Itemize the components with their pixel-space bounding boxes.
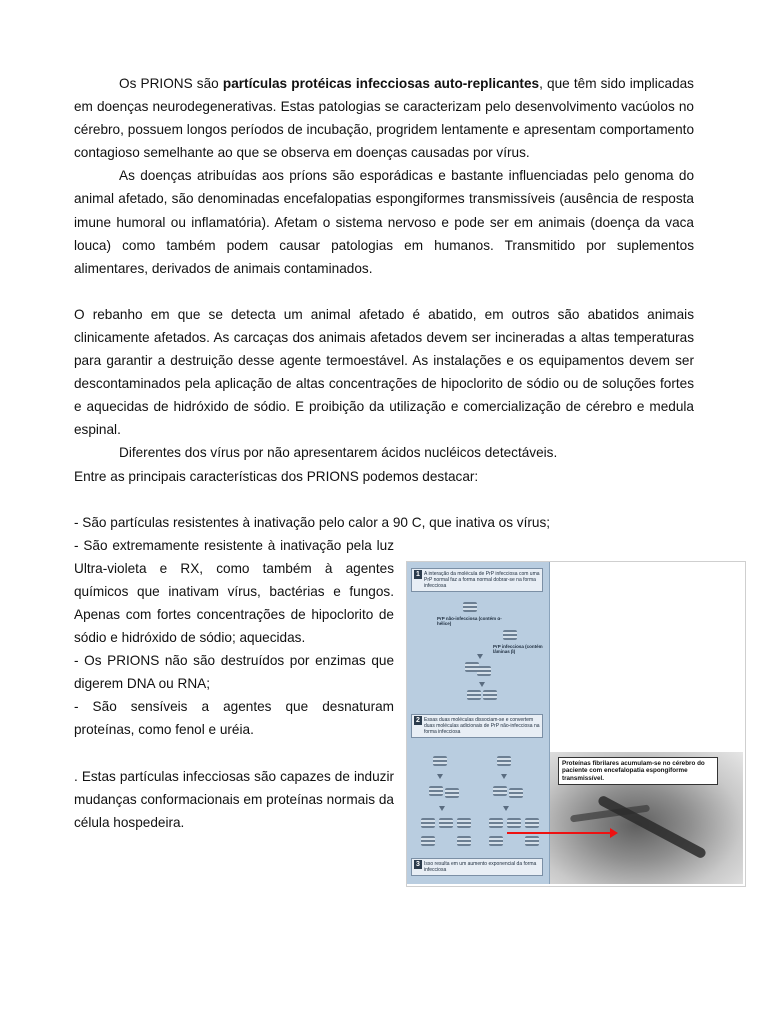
arrow-down-icon (503, 806, 509, 811)
step-3-box (411, 858, 543, 876)
prion-protein-icon (507, 818, 521, 828)
prion-protein-icon (429, 786, 443, 796)
fibril-shape (597, 794, 708, 859)
prion-protein-icon (525, 818, 539, 828)
arrow-down-icon (477, 654, 483, 659)
step-3-number: 3 (414, 860, 422, 869)
prion-figure (406, 561, 746, 887)
prion-protein-icon (421, 836, 435, 846)
prion-protein-icon (509, 788, 523, 798)
bullet-denaturing-agents: - São sensíveis a agentes que desnaturam proteínas, como fenol e uréia. (74, 699, 394, 738)
step-2-number: 2 (414, 716, 422, 725)
arrow-down-icon (439, 806, 445, 811)
prion-protein-icon (493, 786, 507, 796)
arrow-down-icon (479, 682, 485, 687)
prion-protein-icon (445, 788, 459, 798)
step-1-box (411, 568, 543, 592)
label-normal-prp: PrP não-infecciosa (contém α-hélice) (437, 616, 502, 626)
step-3-text: Isso resulta em um aumento exponencial da forma infecciosa (424, 861, 537, 873)
prion-protein-icon (489, 836, 503, 846)
intro-bold-phrase: partículas protéicas infecciosas auto-replicantes (222, 76, 540, 91)
prion-protein-icon (525, 836, 539, 846)
prion-protein-icon (483, 690, 497, 700)
prion-protein-icon (489, 818, 503, 828)
paragraph-control: O rebanho em que se detecta um animal afetado é abatido, em outros são abatidos animais clinicamente afetados. As carcaças dos animais afetados devem ser incineradas a altas temperaturas para garantir a destruição desse agente termoestável. As instalações e os equipamentos devem ser descontaminados pela aplicação de altas concentrações de hipoclorito de sódio ou de soluções fortes e aquecidas de hidróxido de sódio. E proibição da utilização e comercialização de cérebro e medula espinal. (74, 306, 694, 438)
step-1-number: 1 (414, 570, 422, 579)
step-1-text: A interação da molécula de PrP infecciosa com uma PrP normal faz a forma normal dobrar-se na forma infecciosa (424, 571, 540, 589)
bullet-uv-resistance: - São extremamente resistente à inativação pela luz Ultra-violeta e RX, como também à agentes químicos que inativam vírus, bactérias e fungos. Apenas com fortes concentrações de hipoclorito de sódio e hidróxido de sódio; aquecidas. (74, 537, 394, 646)
bullet-heat-resistance: - São partículas resistentes à inativação pelo calor a 90 C, que inativa os vírus; (74, 514, 551, 530)
prion-protein-icon (463, 602, 477, 612)
prion-protein-icon (421, 818, 435, 828)
paragraph-characteristics-intro: Entre as principais características dos PRIONS podemos destacar: (74, 468, 479, 484)
label-infectious-prp: PrP infecciosa (contém lâminas β) (493, 644, 543, 654)
pointer-arrow-icon (610, 828, 618, 838)
paragraph-gap (74, 488, 694, 511)
paragraph-intro (74, 72, 694, 164)
arrow-down-icon (501, 774, 507, 779)
prion-protein-icon (497, 756, 511, 766)
prion-protein-icon (467, 690, 481, 700)
paragraph-diseases: As doenças atribuídas aos príons são esporádicas e bastante influenciadas pelo genoma do animal afetado, são denominadas encefalopatias espongiformes transmissíveis (ausência de resposta imune humoral ou inflamatória). Afetam o sistema nervoso e pode ser em animais (doença da vaca louca) como também podem causar patologias em humanos. Transmitido por suplementos alimentares, derivados de animais contaminados. (74, 168, 694, 276)
intro-text-start: Os PRIONS são (119, 76, 223, 91)
paragraph-viruses: Diferentes dos vírus por não apresentarem ácidos nucléicos detectáveis. (119, 445, 558, 461)
replication-diagram (407, 562, 550, 884)
bullet-enzymes: - Os PRIONS não são destruídos por enzimas que digerem DNA ou RNA; (74, 653, 394, 692)
step-2-box (411, 714, 543, 738)
prion-protein-icon (457, 818, 471, 828)
prion-protein-icon (439, 818, 453, 828)
prion-protein-icon (503, 630, 517, 640)
fibril-callout: Proteínas fibrilares acumulam-se no cérebro do paciente com encefalopatia espongiforme transmissível. (558, 757, 718, 785)
paragraph-gap (74, 280, 694, 303)
pointer-arrow-line (507, 832, 612, 834)
arrow-down-icon (437, 774, 443, 779)
prion-protein-icon (457, 836, 471, 846)
prion-protein-icon (433, 756, 447, 766)
paragraph-conformational-change: . Estas partículas infecciosas são capazes de induzir mudanças conformacionais em proteínas normais da célula hospedeira. (74, 768, 394, 830)
step-2-text: Essas duas moléculas dissociam-se e convertem duas moléculas adicionais de PrP não-infecciosa na forma infecciosa (424, 717, 540, 735)
intro-text-end: , que têm sido implicadas em doenças neurodegenerativas. Estas patologias se caracterizam pelo desenvolvimento vacúolos no cérebro, possuem longos períodos de incubação, progridem lentamente e apresentam comportamento contagioso semelhante ao que se observa em doenças causadas por vírus. (74, 76, 694, 161)
prion-protein-icon (477, 666, 491, 676)
